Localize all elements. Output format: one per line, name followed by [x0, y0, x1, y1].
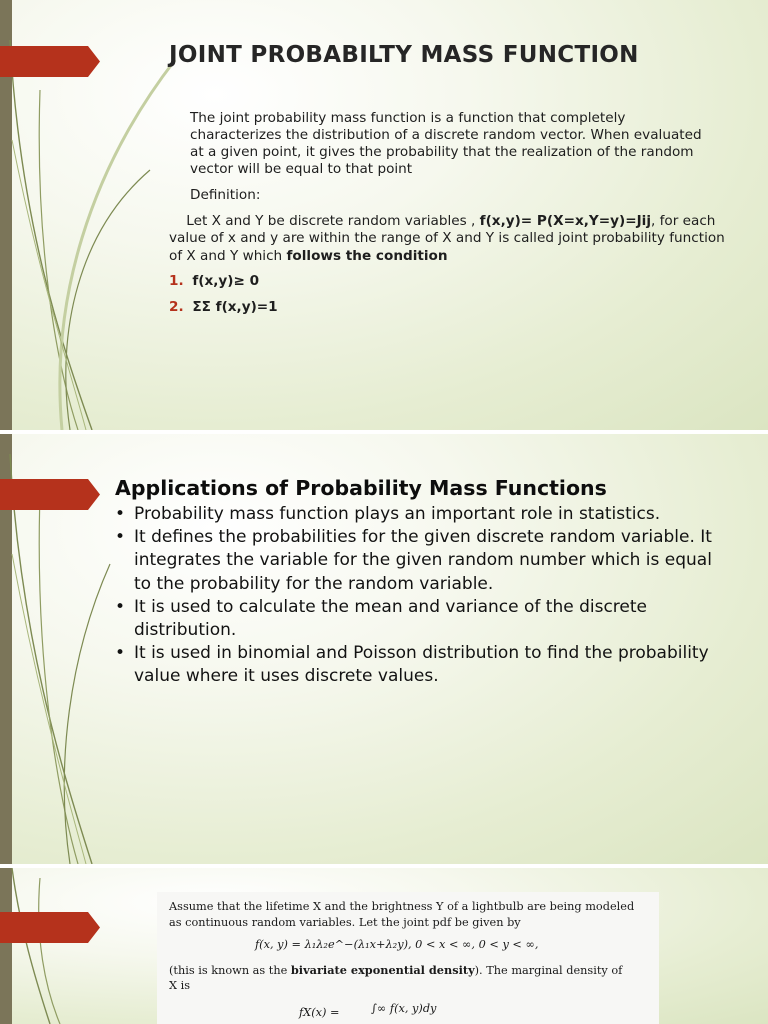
slide-title: JOINT PROBABILTY MASS FUNCTION — [169, 42, 639, 68]
condition-number: 2. — [169, 299, 184, 315]
condition-text: f(x,y)≥ 0 — [192, 273, 260, 289]
bullet-text: The joint probability mass function is a function that completely characterizes the distribution of a discrete random vector. When evaluated at a given point, it gives the probability that the realization of the random vector will be equal to that point — [190, 110, 702, 177]
slide-joint-pmf — [0, 0, 768, 430]
excerpt-text: (this is known as the — [169, 964, 291, 977]
definition-formula: f(x,y)= P(X=x,Y=y)=Jij — [479, 213, 651, 229]
definition-intro: Let X and Y be discrete random variables , — [186, 213, 480, 229]
list-item: • It is used in binomial and Poisson distribution to find the probability value where it uses discrete values. — [115, 642, 715, 688]
slide-applications — [0, 434, 768, 864]
scanned-textbook-excerpt — [157, 892, 659, 1024]
applications-list — [115, 503, 715, 689]
slide-title: Applications of Probability Mass Functions — [115, 476, 607, 500]
condition-item — [169, 299, 278, 315]
bullet-item — [169, 187, 714, 204]
excerpt-line: as continuous random variables. Let the joint pdf be given by — [169, 916, 521, 929]
definition-bold-end: follows the condition — [286, 247, 448, 264]
list-item: • It defines the probabilities for the given discrete random variable. It integrates the variable for the given random number which is equal to the probability for the random variable. — [115, 526, 715, 596]
condition-number: 1. — [169, 273, 184, 289]
excerpt-bold-term: bivariate exponential density — [290, 963, 475, 977]
excerpt-line — [169, 963, 622, 977]
slide-bivariate-example — [0, 868, 768, 1024]
list-item: • Probability mass function plays an important role in statistics. — [115, 503, 715, 526]
bullet-text: Definition: — [190, 187, 261, 203]
marginal-equation-lhs: fX(x) = — [299, 1006, 340, 1019]
title-arrow-marker — [0, 912, 100, 943]
condition-text: ΣΣ f(x,y)=1 — [192, 299, 278, 315]
bullet-item — [169, 110, 714, 178]
condition-item — [169, 273, 259, 289]
title-arrow-marker — [0, 46, 100, 77]
title-arrow-marker — [0, 479, 100, 510]
definition-paragraph — [169, 213, 729, 265]
list-item: • It is used to calculate the mean and variance of the discrete distribution. — [115, 596, 715, 642]
definition-middle: , for each value of x and y are within the range of X and Y is called joint probability function of X and Y which — [169, 213, 725, 264]
excerpt-text: ). The marginal density of — [474, 964, 623, 977]
marginal-equation-rhs: ∫∞ f(x, y)dy — [371, 1002, 437, 1015]
joint-pdf-equation: f(x, y) = λ₁λ₂e^−(λ₁x+λ₂y), 0 < x < ∞, 0 < y < ∞, — [255, 938, 539, 951]
excerpt-line: X is — [169, 979, 191, 992]
excerpt-line: Assume that the lifetime X and the brightness Y of a lightbulb are being modeled — [169, 900, 635, 913]
